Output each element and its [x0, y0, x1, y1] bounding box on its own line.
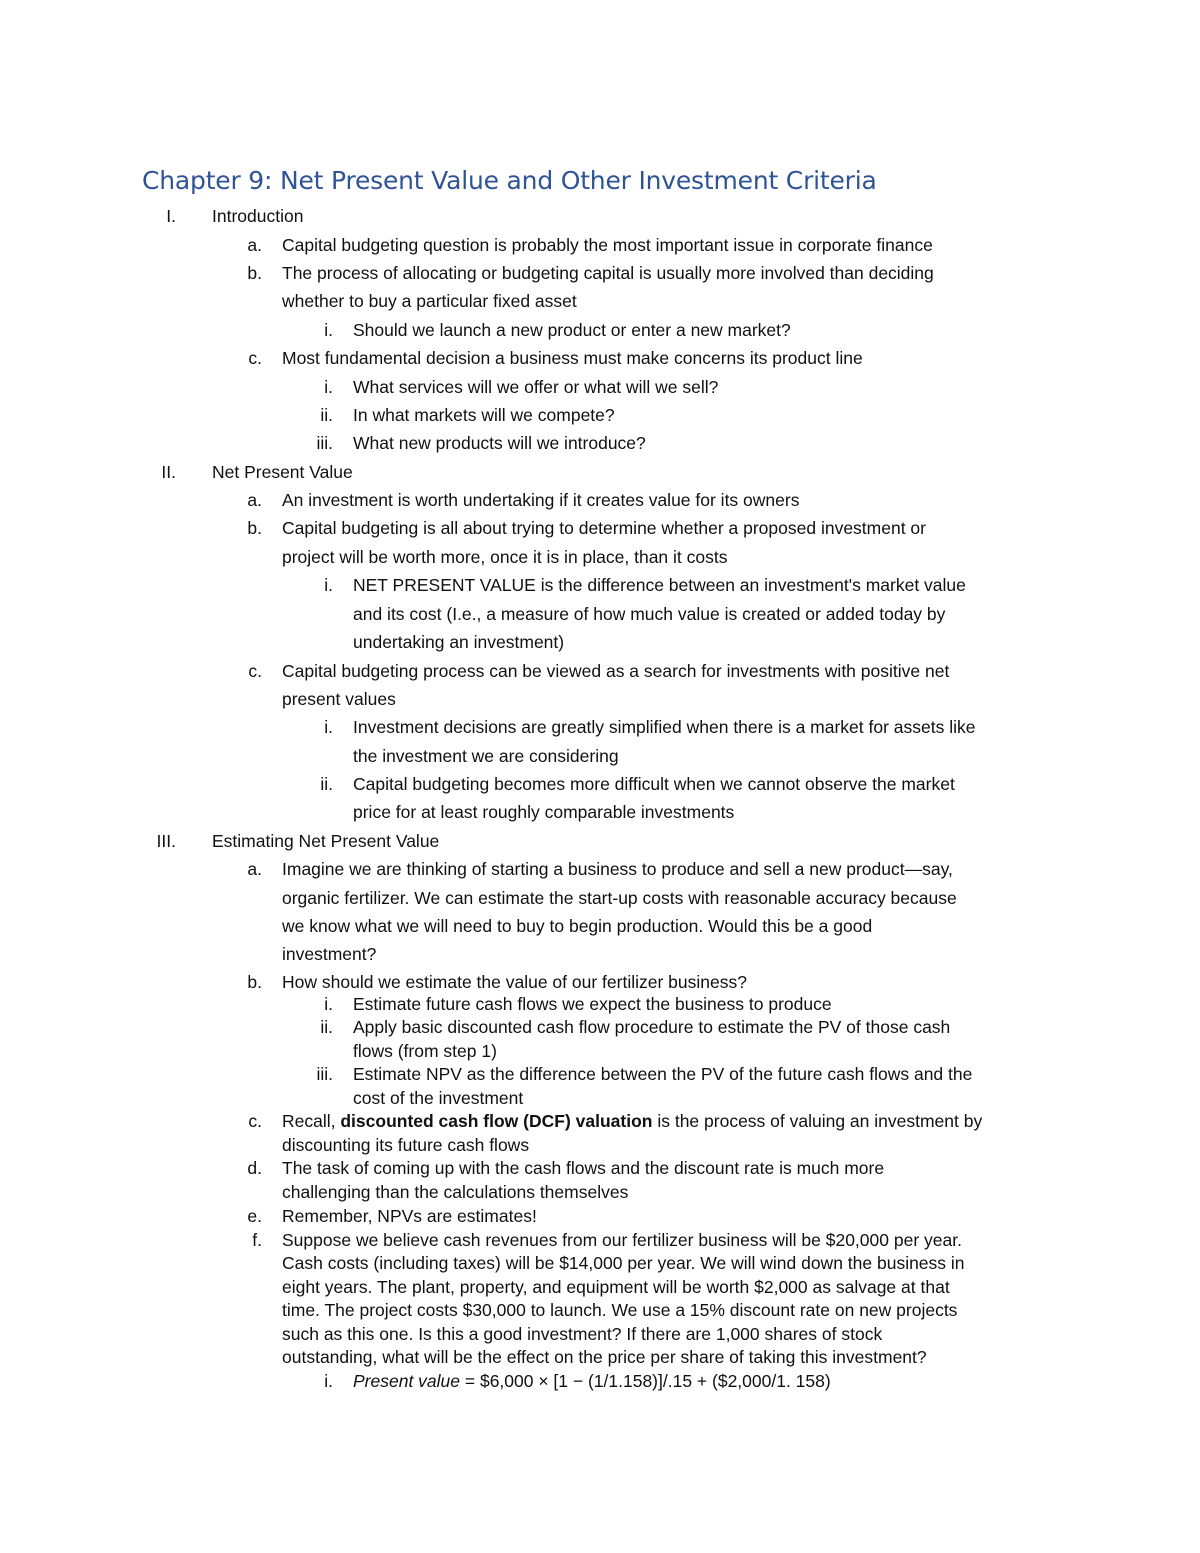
sub-list-item-text: Should we launch a new product or enter a new market? [353, 320, 791, 340]
sub-list-item-text: Estimate NPV as the difference between the PV of the future cash flows and the [353, 1064, 973, 1084]
sub-list-item-text: cost of the investment [353, 1088, 524, 1108]
sub-list-item-text: price for at least roughly comparable investments [353, 802, 735, 822]
sub-list-item-marker: i. [324, 320, 333, 340]
list-item-text: How should we estimate the value of our fertilizer business? [282, 972, 747, 992]
list-item-text: Most fundamental decision a business must make concerns its product line [282, 348, 863, 368]
section-heading-text: Estimating Net Present Value [212, 831, 440, 851]
sub-list-item-marker: ii. [320, 1017, 333, 1037]
sub-list-item-marker: i. [324, 717, 333, 737]
list-item-marker: f. [252, 1230, 262, 1250]
list-item-marker: b. [247, 518, 262, 538]
sub-list-item-text: Apply basic discounted cash flow procedure to estimate the PV of those cash [353, 1017, 951, 1037]
sub-list-item-text: and its cost (I.e., a measure of how much value is created or added today by [353, 604, 946, 624]
sub-list-item-text: Present value = $6,000 × [1 − (1/1.158)]/.15 + ($2,000/1. 158) [353, 1371, 831, 1391]
list-item-marker: b. [247, 972, 262, 992]
list-item-marker: d. [247, 1158, 262, 1178]
sub-list-item-marker: i. [324, 1371, 333, 1391]
sub-list-item-text: What new products will we introduce? [353, 433, 646, 453]
list-item-text: Cash costs (including taxes) will be $14,000 per year. We will wind down the business in [282, 1253, 965, 1273]
sub-list-item-marker: iii. [316, 433, 333, 453]
sub-list-item-marker: ii. [320, 405, 333, 425]
list-item-marker: a. [247, 859, 262, 879]
section-heading-text: Net Present Value [212, 462, 353, 482]
list-item-marker: e. [247, 1206, 262, 1226]
sub-list-item-marker: ii. [320, 774, 333, 794]
list-item-marker: c. [248, 1111, 262, 1131]
section-heading-marker: II. [161, 462, 176, 482]
list-item-text: such as this one. Is this a good investment? If there are 1,000 shares of stock [282, 1324, 883, 1344]
list-item-text: Imagine we are thinking of starting a business to produce and sell a new product—say, [282, 859, 953, 879]
list-item-text: eight years. The plant, property, and equipment will be worth $2,000 as salvage at that [282, 1277, 950, 1297]
list-item-text: Capital budgeting is all about trying to determine whether a proposed investment or [282, 518, 926, 538]
list-item-marker: a. [247, 235, 262, 255]
page-title: Chapter 9: Net Present Value and Other Investment Criteria [142, 166, 877, 195]
list-item-text: Capital budgeting process can be viewed as a search for investments with positive net [282, 661, 950, 681]
list-item-text: time. The project costs $30,000 to launch. We use a 15% discount rate on new projects [282, 1300, 958, 1320]
list-item-marker: a. [247, 490, 262, 510]
sub-list-item-text: undertaking an investment) [353, 632, 565, 652]
list-item-text: project will be worth more, once it is in place, than it costs [282, 547, 728, 567]
list-item-text: organic fertilizer. We can estimate the start-up costs with reasonable accuracy because [282, 888, 957, 908]
list-item-text: Recall, discounted cash flow (DCF) valuation is the process of valuing an investment by [282, 1111, 983, 1131]
list-item-text: An investment is worth undertaking if it creates value for its owners [282, 490, 800, 510]
sub-list-item-text: Capital budgeting becomes more difficult when we cannot observe the market [353, 774, 955, 794]
sub-list-item-marker: i. [324, 377, 333, 397]
list-item-text: discounting its future cash flows [282, 1135, 530, 1155]
sub-list-item-text: In what markets will we compete? [353, 405, 615, 425]
list-item-text: outstanding, what will be the effect on the price per share of taking this investment? [282, 1347, 927, 1367]
sub-list-item-text: NET PRESENT VALUE is the difference between an investment's market value [353, 575, 966, 595]
list-item-text: Suppose we believe cash revenues from our fertilizer business will be $20,000 per year. [282, 1230, 962, 1250]
sub-list-item-marker: iii. [316, 1064, 333, 1084]
sub-list-item-marker: i. [324, 575, 333, 595]
list-item-text: The process of allocating or budgeting capital is usually more involved than deciding [282, 263, 934, 283]
list-item-marker: b. [247, 263, 262, 283]
sub-list-item-text: flows (from step 1) [353, 1041, 497, 1061]
list-item-text: investment? [282, 944, 377, 964]
list-item-text: Remember, NPVs are estimates! [282, 1206, 537, 1226]
section-heading-marker: I. [166, 206, 176, 226]
sub-list-item-marker: i. [324, 994, 333, 1014]
sub-list-item-text: What services will we offer or what will we sell? [353, 377, 719, 397]
list-item-text: we know what we will need to buy to begin production. Would this be a good [282, 916, 873, 936]
list-item-text: present values [282, 689, 396, 709]
list-item-text: The task of coming up with the cash flows and the discount rate is much more [282, 1158, 885, 1178]
section-heading-marker: III. [156, 831, 176, 851]
sub-list-item-text: the investment we are considering [353, 746, 619, 766]
sub-list-item-text: Investment decisions are greatly simplified when there is a market for assets like [353, 717, 976, 737]
list-item-text: challenging than the calculations themselves [282, 1182, 629, 1202]
list-item-marker: c. [248, 661, 262, 681]
list-item-marker: c. [248, 348, 262, 368]
list-item-text: whether to buy a particular fixed asset [282, 291, 577, 311]
section-heading-text: Introduction [212, 206, 304, 226]
sub-list-item-text: Estimate future cash flows we expect the business to produce [353, 994, 832, 1014]
list-item-text: Capital budgeting question is probably the most important issue in corporate finance [282, 235, 933, 255]
